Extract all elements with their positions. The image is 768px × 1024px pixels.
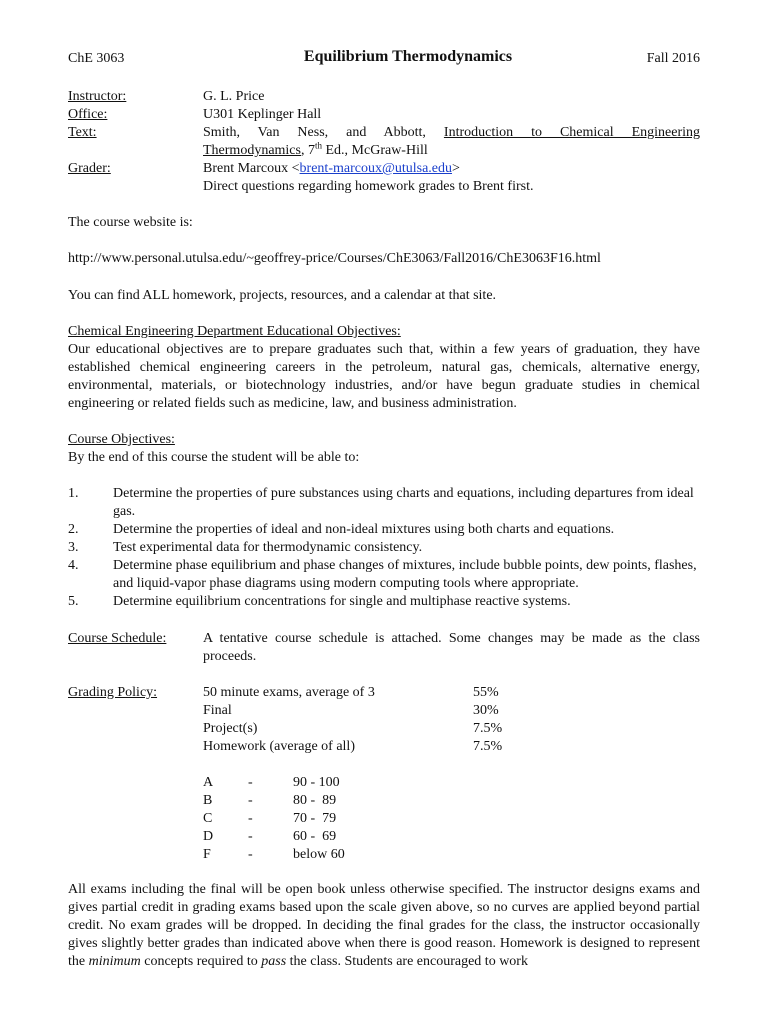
dept-objectives-heading: Chemical Engineering Department Educational Objectives: [68, 324, 401, 339]
website-note: You can find ALL homework, projects, resources, and a calendar at that site. [68, 288, 497, 303]
grade-dash: - [248, 829, 253, 844]
schedule-text: A tentative course schedule is attached. Some changes may be made as the class proceeds. [203, 631, 700, 664]
grade-component-weight: 30% [473, 703, 499, 718]
grade-letter: F [203, 847, 211, 862]
grade-component-name: Homework (average of all) [203, 739, 355, 754]
website-intro: The course website is: [68, 215, 193, 230]
objective-text: Test experimental data for thermodynamic consistency. [113, 540, 423, 555]
textbook-line1 [203, 124, 700, 142]
grade-letter: B [203, 793, 213, 808]
exam-policy-text-3: the class. Students are encouraged to work [286, 954, 528, 969]
textbook-edition-sup: th [314, 140, 322, 151]
objective-num: 2. [68, 522, 79, 537]
grade-dash: - [248, 811, 253, 826]
course-objectives-intro: By the end of this course the student will be able to: [68, 450, 360, 465]
grade-letter: C [203, 811, 213, 826]
grader-note: Direct questions regarding homework grades to Brent first. [203, 179, 534, 194]
objective-num: 1. [68, 486, 79, 501]
objective-text: Determine the properties of ideal and non-ideal mixtures using both charts and equations. [113, 522, 615, 537]
schedule-label: Course Schedule: [68, 631, 167, 646]
textbook-line2: Thermodynamics, 7th Ed., McGraw-Hill [203, 140, 428, 158]
grade-component-weight: 7.5% [473, 739, 503, 754]
exam-policy-text-2: concepts required to [140, 954, 262, 969]
textbook-edition: 7 [307, 143, 315, 158]
grade-range: 90 - 100 [293, 775, 340, 790]
grader-email-link[interactable]: brent-marcoux@utulsa.edu [299, 161, 453, 176]
grader-label: Grader: [68, 161, 111, 176]
objective-text: Determine equilibrium concentrations for single and multiphase reactive systems. [113, 594, 571, 609]
grade-range: 60 - 69 [293, 829, 337, 844]
page-title-text: Equilibrium Thermodynamics [303, 48, 513, 65]
exam-policy-text-1: All exams including the final will be open book unless otherwise specified. The instructor designs exams and gives partial credit in grading exams based upon the scale given above, so no curves are applied beyond partial credit. No exam grades will be dropped. In deciding the final grades for the class, the instructor occasionally gives slightly better grades than indicated above when there is good reason. Homework is designed to represent the [68, 882, 700, 969]
grade-range: below 60 [293, 847, 345, 862]
textbook-title-1: Introduction to Chemical Engineering [443, 125, 701, 140]
course-code: ChE 3063 [68, 51, 125, 66]
exam-policy-minimum: minimum [88, 954, 141, 969]
grade-range: 70 - 79 [293, 811, 337, 826]
instructor-label: Instructor: [68, 89, 127, 104]
course-objectives-heading: Course Objectives: [68, 432, 175, 447]
textbook-authors: Smith, Van Ness, and Abbott, [203, 125, 426, 140]
exam-policy-paragraph [68, 881, 700, 971]
textbook-publisher: Ed., McGraw-Hill [322, 143, 428, 158]
term: Fall 2016 [646, 51, 700, 66]
grader-name: Brent Marcoux < [203, 161, 300, 176]
instructor-name: G. L. Price [203, 89, 265, 104]
office-location: U301 Keplinger Hall [203, 107, 322, 122]
grade-component-weight: 7.5% [473, 721, 503, 736]
website-url[interactable]: http://www.personal.utulsa.edu/~geoffrey-price/Courses/ChE3063/Fall2016/ChE3063F16.html [68, 251, 601, 266]
objective-text: Determine phase equilibrium and phase changes of mixtures, include bubble points, dew points, flashes, and liquid-vapor phase diagrams using modern computing tools where appropriate. [113, 558, 697, 591]
grade-component-weight: 55% [473, 685, 499, 700]
objective-text: Determine the properties of pure substances using charts and equations, including departures from ideal gas. [113, 486, 694, 519]
grade-component-name: 50 minute exams, average of 3 [203, 685, 375, 700]
grade-dash: - [248, 847, 253, 862]
grader-line [203, 160, 460, 178]
dept-objectives-body: Our educational objectives are to prepare graduates such that, within a few years of graduation, they have established chemical engineering careers in the petroleum, natural gas, chemicals, alternative energy, environmental, materials, or biotechnology industries, and/or have begun graduate studies in chemical engineering or related fields such as medicine, law, and business administration. [68, 342, 700, 411]
grade-letter: D [203, 829, 214, 844]
objective-num: 4. [68, 558, 79, 573]
grader-close: > [452, 161, 460, 176]
grade-component-name: Project(s) [203, 721, 258, 736]
office-label: Office: [68, 107, 108, 122]
exam-policy-pass: pass [261, 954, 287, 969]
objective-num: 5. [68, 594, 79, 609]
textbook-title-2: Thermodynamics [203, 143, 301, 158]
grade-component-name: Final [203, 703, 232, 718]
text-label: Text: [68, 125, 97, 140]
grade-dash: - [248, 775, 253, 790]
objective-num: 3. [68, 540, 79, 555]
grade-letter: A [203, 775, 214, 790]
grade-dash: - [248, 793, 253, 808]
grading-label: Grading Policy: [68, 685, 158, 700]
grade-range: 80 - 89 [293, 793, 337, 808]
